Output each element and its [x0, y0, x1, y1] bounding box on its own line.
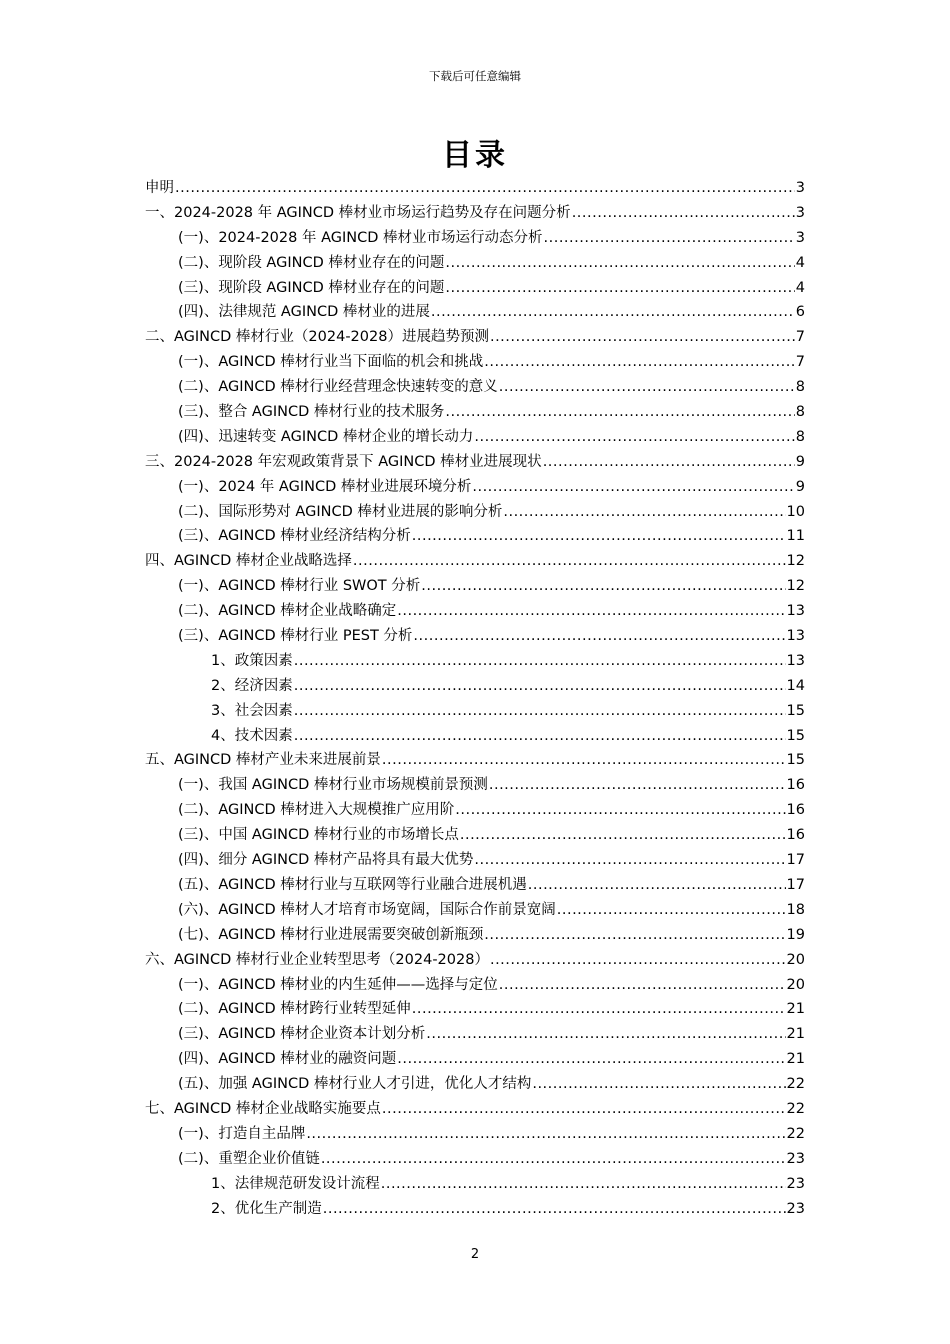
toc-dot-leader [397, 603, 785, 619]
toc-entry[interactable] [145, 898, 805, 923]
toc-entry[interactable] [145, 176, 805, 201]
toc-entry-title: (一)、AGINCD 棒材行业 SWOT 分析 [178, 578, 421, 595]
toc-entry-title: 一、2024-2028 年 AGINCD 棒材业市场运行趋势及存在问题分析 [145, 204, 571, 221]
toc-entry[interactable] [145, 973, 805, 998]
toc-entry-page: 17 [786, 876, 805, 893]
toc-entry-title: (四)、AGINCD 棒材业的融资问题 [178, 1051, 397, 1068]
toc-entry[interactable] [145, 300, 805, 325]
toc-entry-page: 21 [786, 1051, 805, 1068]
toc-entry-title: (三)、AGINCD 棒材业经济结构分析 [178, 528, 411, 545]
toc-dot-leader [557, 902, 786, 918]
toc-entry[interactable] [145, 201, 805, 226]
toc-entry-page: 13 [786, 652, 805, 669]
toc-entry[interactable] [145, 475, 805, 500]
toc-dot-leader [490, 329, 795, 345]
toc-entry[interactable] [145, 798, 805, 823]
toc-entry[interactable] [145, 276, 805, 301]
toc-entry-title: (二)、AGINCD 棒材跨行业转型延伸 [178, 1001, 411, 1018]
toc-dot-leader [528, 877, 786, 893]
toc-entry[interactable] [145, 823, 805, 848]
toc-dot-leader [321, 1151, 786, 1167]
page-title: 目录 [442, 138, 508, 173]
toc-entry-page: 15 [786, 702, 805, 719]
toc-entry-page: 12 [786, 578, 805, 595]
toc-entry-page: 8 [795, 428, 805, 445]
toc-entry-page: 14 [786, 677, 805, 694]
toc-entry-page: 4 [795, 254, 805, 271]
toc-dot-leader [572, 205, 795, 221]
toc-entry[interactable] [145, 948, 805, 973]
toc-dot-leader [381, 1176, 786, 1192]
toc-entry-title: 4、技术因素 [211, 727, 293, 744]
toc-entry-title: 2、经济因素 [211, 677, 293, 694]
toc-entry-title: (二)、AGINCD 棒材进入大规模推广应用阶 [178, 802, 455, 819]
toc-entry[interactable] [145, 773, 805, 798]
toc-dot-leader [412, 1001, 786, 1017]
toc-entry[interactable] [145, 624, 805, 649]
toc-dot-leader [489, 777, 786, 793]
toc-dot-leader [543, 454, 795, 470]
toc-dot-leader [499, 977, 786, 993]
toc-entry-title: 1、法律规范研发设计流程 [211, 1175, 380, 1192]
toc-entry-page: 3 [795, 204, 805, 221]
toc-dot-leader [382, 1101, 786, 1117]
toc-entry-title: (六)、AGINCD 棒材人才培育市场宽阔，国际合作前景宽阔 [178, 901, 556, 918]
toc-entry-page: 20 [786, 951, 805, 968]
toc-entry[interactable] [145, 674, 805, 699]
toc-dot-leader [382, 752, 786, 768]
toc-dot-leader [490, 952, 786, 968]
toc-entry[interactable] [145, 524, 805, 549]
toc-entry-page: 9 [795, 453, 805, 470]
toc-entry-page: 8 [795, 404, 805, 421]
toc-dot-leader [412, 528, 786, 544]
toc-entry-title: (二)、AGINCD 棒材企业战略确定 [178, 603, 397, 620]
toc-entry[interactable] [145, 1047, 805, 1072]
toc-entry-page: 23 [786, 1175, 805, 1192]
page-number: 2 [470, 1247, 480, 1262]
toc-dot-leader [532, 1076, 785, 1092]
toc-entry[interactable] [145, 425, 805, 450]
toc-entry[interactable] [145, 226, 805, 251]
toc-dot-leader [306, 1126, 785, 1142]
toc-entry-page: 8 [795, 379, 805, 396]
toc-entry[interactable] [145, 325, 805, 350]
toc-dot-leader [445, 280, 794, 296]
toc-entry-page: 13 [786, 628, 805, 645]
toc-entry-page: 18 [786, 901, 805, 918]
toc-entry-title: 五、AGINCD 棒材产业未来进展前景 [145, 752, 381, 769]
toc-entry-title: 2、优化生产制造 [211, 1200, 322, 1217]
toc-entry-page: 23 [786, 1150, 805, 1167]
toc-entry[interactable] [145, 375, 805, 400]
toc-entry-page: 4 [795, 279, 805, 296]
toc-entry-title: (一)、AGINCD 棒材行业当下面临的机会和挑战 [178, 354, 484, 371]
toc-entry-page: 15 [786, 727, 805, 744]
toc-entry-page: 3 [795, 229, 805, 246]
toc-dot-leader [499, 379, 795, 395]
toc-entry-title: (三)、中国 AGINCD 棒材行业的市场增长点 [178, 827, 459, 844]
toc-entry[interactable] [145, 251, 805, 276]
toc-entry[interactable] [145, 748, 805, 773]
toc-entry-page: 22 [786, 1125, 805, 1142]
toc-dot-leader [484, 927, 785, 943]
toc-entry-page: 10 [786, 503, 805, 520]
toc-entry-page: 7 [795, 329, 805, 346]
page-header-note: 下载后可任意编辑 [429, 69, 521, 83]
toc-entry-title: (二)、现阶段 AGINCD 棒材业存在的问题 [178, 254, 445, 271]
toc-entry[interactable] [145, 1197, 805, 1222]
toc-entry[interactable] [145, 1147, 805, 1172]
toc-dot-leader [353, 553, 786, 569]
toc-entry[interactable] [145, 1097, 805, 1122]
toc-entry[interactable] [145, 350, 805, 375]
toc-dot-leader [474, 429, 794, 445]
toc-entry-page: 7 [795, 354, 805, 371]
toc-entry-title: (二)、重塑企业价值链 [178, 1150, 320, 1167]
toc-entry-title: 3、社会因素 [211, 702, 293, 719]
table-of-contents [145, 176, 805, 1221]
toc-entry[interactable] [145, 1172, 805, 1197]
toc-entry-title: (三)、整合 AGINCD 棒材行业的技术服务 [178, 404, 445, 421]
toc-entry[interactable] [145, 599, 805, 624]
toc-entry-title: (五)、AGINCD 棒材行业与互联网等行业融合进展机遇 [178, 876, 527, 893]
toc-dot-leader [544, 230, 795, 246]
toc-entry-page: 3 [795, 180, 805, 196]
toc-entry-title: (四)、迅速转变 AGINCD 棒材企业的增长动力 [178, 428, 474, 445]
toc-entry-title: (一)、我国 AGINCD 棒材行业市场规模前景预测 [178, 777, 488, 794]
toc-dot-leader [445, 255, 794, 271]
toc-entry-page: 9 [795, 478, 805, 495]
toc-entry-page: 15 [786, 752, 805, 769]
toc-entry-page: 23 [786, 1200, 805, 1217]
toc-entry[interactable] [145, 649, 805, 674]
toc-entry[interactable] [145, 1122, 805, 1147]
toc-entry-title: 四、AGINCD 棒材企业战略选择 [145, 553, 352, 570]
toc-entry-page: 12 [786, 553, 805, 570]
toc-entry[interactable] [145, 1072, 805, 1097]
toc-entry-page: 22 [786, 1100, 805, 1117]
toc-entry-title: 三、2024-2028 年宏观政策背景下 AGINCD 棒材业进展现状 [145, 453, 542, 470]
toc-entry-title: (三)、AGINCD 棒材行业 PEST 分析 [178, 628, 413, 645]
toc-entry-title: (三)、现阶段 AGINCD 棒材业存在的问题 [178, 279, 445, 296]
toc-entry[interactable] [145, 724, 805, 749]
toc-dot-leader [294, 728, 786, 744]
toc-entry-title: 申明 [145, 180, 174, 196]
toc-entry[interactable] [145, 699, 805, 724]
toc-entry-title: (三)、AGINCD 棒材企业资本计划分析 [178, 1026, 426, 1043]
toc-entry[interactable] [145, 848, 805, 873]
toc-dot-leader [323, 1201, 786, 1217]
toc-entry[interactable] [145, 1022, 805, 1047]
toc-entry-page: 21 [786, 1001, 805, 1018]
toc-entry-page: 6 [795, 304, 805, 321]
toc-entry-title: (五)、加强 AGINCD 棒材行业人才引进，优化人才结构 [178, 1076, 532, 1093]
toc-entry-page: 20 [786, 976, 805, 993]
toc-dot-leader [294, 703, 786, 719]
toc-entry[interactable] [145, 574, 805, 599]
toc-dot-leader [426, 1026, 785, 1042]
toc-dot-leader [431, 304, 795, 320]
toc-dot-leader [175, 180, 795, 196]
toc-dot-leader [460, 827, 786, 843]
toc-entry-page: 16 [786, 827, 805, 844]
toc-dot-leader [413, 628, 785, 644]
toc-entry-page: 11 [786, 528, 805, 545]
toc-dot-leader [474, 852, 785, 868]
toc-entry-page: 21 [786, 1026, 805, 1043]
toc-dot-leader [455, 802, 785, 818]
toc-entry-title: (一)、2024 年 AGINCD 棒材业进展环境分析 [178, 478, 472, 495]
toc-entry-title: (七)、AGINCD 棒材行业进展需要突破创新瓶颈 [178, 926, 484, 943]
toc-entry-title: 二、AGINCD 棒材行业（2024-2028）进展趋势预测 [145, 329, 489, 346]
toc-entry-page: 22 [786, 1076, 805, 1093]
toc-dot-leader [445, 404, 794, 420]
toc-entry-title: (四)、细分 AGINCD 棒材产品将具有最大优势 [178, 852, 474, 869]
toc-entry[interactable] [145, 450, 805, 475]
toc-entry[interactable] [145, 923, 805, 948]
toc-entry-title: (一)、2024-2028 年 AGINCD 棒材业市场运行动态分析 [178, 229, 543, 246]
toc-dot-leader [397, 1051, 785, 1067]
toc-entry-title: (一)、AGINCD 棒材业的内生延伸——选择与定位 [178, 976, 498, 993]
toc-entry-title: 1、政策因素 [211, 652, 293, 669]
toc-entry-page: 13 [786, 603, 805, 620]
toc-entry-title: (二)、国际形势对 AGINCD 棒材业进展的影响分析 [178, 503, 503, 520]
toc-entry-page: 17 [786, 852, 805, 869]
toc-entry-title: (一)、打造自主品牌 [178, 1125, 306, 1142]
toc-dot-leader [294, 653, 786, 669]
toc-entry-title: (二)、AGINCD 棒材行业经营理念快速转变的意义 [178, 379, 498, 396]
toc-entry[interactable] [145, 400, 805, 425]
toc-entry-page: 16 [786, 777, 805, 794]
toc-dot-leader [421, 578, 785, 594]
toc-entry[interactable] [145, 997, 805, 1022]
toc-dot-leader [472, 479, 794, 495]
toc-entry-page: 16 [786, 802, 805, 819]
toc-entry-title: 六、AGINCD 棒材行业企业转型思考（2024-2028） [145, 951, 489, 968]
toc-entry-title: (四)、法律规范 AGINCD 棒材业的进展 [178, 304, 430, 321]
toc-entry-title: 七、AGINCD 棒材企业战略实施要点 [145, 1100, 381, 1117]
toc-dot-leader [294, 678, 786, 694]
toc-entry-page: 19 [786, 926, 805, 943]
toc-entry[interactable] [145, 500, 805, 525]
toc-entry[interactable] [145, 873, 805, 898]
toc-dot-leader [484, 354, 795, 370]
toc-entry[interactable] [145, 549, 805, 574]
toc-dot-leader [503, 504, 785, 520]
